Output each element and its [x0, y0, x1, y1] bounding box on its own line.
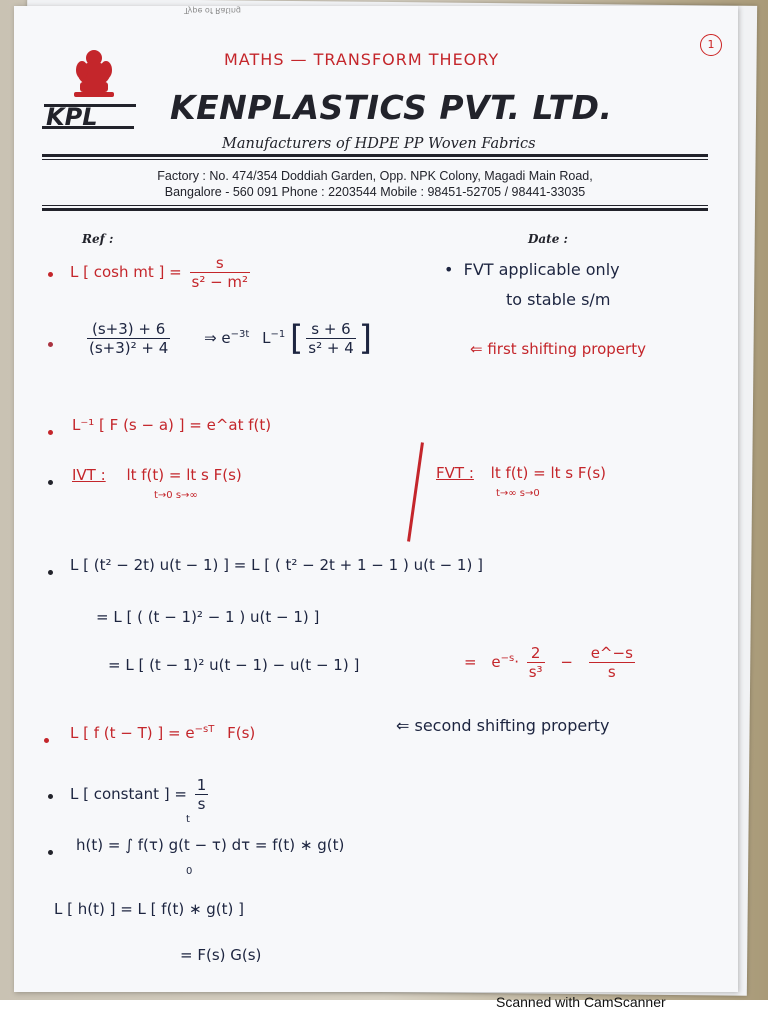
shift-denominator: (s+3)² + 4	[89, 339, 169, 357]
answer-num1: 2	[530, 644, 541, 662]
answer-den1: s³	[528, 663, 543, 681]
unit-step-line1: L [ (t² − 2t) u(t − 1) ] = L [ ( t² − 2t + 1 − 1 ) u(t − 1) ]	[70, 556, 483, 574]
bullet	[44, 738, 49, 743]
shift-linv-exp: −1	[270, 329, 286, 340]
inverse-shift-formula: L⁻¹ [ F (s − a) ] = e^at f(t)	[72, 416, 272, 434]
ref-label: Ref :	[82, 232, 114, 246]
fvt-limits: t→∞ s→0	[496, 488, 540, 499]
bracket-open: [	[290, 318, 304, 359]
cosh-numerator: s	[215, 254, 224, 272]
fvt-statement	[436, 464, 606, 482]
unit-step-line2: = L [ ( (t − 1)² − 1 ) u(t − 1) ]	[96, 608, 320, 626]
shift-inner-numerator: s + 6	[311, 320, 351, 338]
bullet	[48, 480, 53, 485]
answer-equals: =	[464, 653, 477, 671]
header-rule-top-thin	[42, 159, 708, 160]
answer-num2: e^−s	[590, 644, 633, 662]
fvt-formula: lt f(t) = lt s F(s)	[490, 464, 606, 482]
subject-heading: MATHS — TRANSFORM THEORY	[224, 50, 500, 69]
first-shift-label: ⇐ first shifting property	[470, 340, 646, 358]
integral-upper-limit: t	[186, 814, 190, 825]
fvt-label: FVT :	[436, 464, 474, 482]
scanner-watermark: Scanned with CamScanner	[496, 994, 666, 1010]
convolution-result: = F(s) G(s)	[180, 946, 262, 964]
constant-lhs: L [ constant ] =	[70, 785, 187, 803]
shift-inner-fraction	[306, 320, 355, 357]
second-shift-rhs: F(s)	[227, 724, 256, 742]
company-name: KENPLASTICS PVT. LTD.	[170, 88, 613, 127]
answer-den2: s	[589, 662, 635, 681]
constant-den: s	[195, 794, 209, 813]
date-label: Date :	[528, 232, 568, 246]
separator-stroke	[407, 442, 424, 541]
second-shift-label: ⇐ second shifting property	[396, 716, 610, 735]
page-number: 1	[700, 34, 722, 56]
constant-fraction	[195, 776, 209, 813]
shift-linv: L	[262, 329, 271, 347]
ivt-limits: t→0 s→∞	[154, 490, 198, 501]
bullet	[48, 850, 53, 855]
factory-address: Factory : No. 474/354 Doddiah Garden, Opp. NPK Colony, Magadi Main Road,	[157, 169, 593, 183]
header-rule-bottom	[42, 208, 708, 211]
bullet	[48, 570, 53, 575]
top-edge-text: Type of Rating	[184, 6, 241, 15]
second-shift-formula	[70, 724, 255, 742]
fvt-note-line1: • FVT applicable only	[444, 260, 620, 279]
integral-lower-limit: 0	[186, 866, 193, 877]
cosh-denominator: s² − m²	[191, 273, 249, 291]
company-tagline: Manufacturers of HDPE PP Woven Fabrics	[222, 136, 536, 152]
bracket-close: ]	[358, 318, 373, 359]
ivt-label: IVT :	[72, 466, 106, 484]
shift-arrow: ⇒ e	[204, 329, 231, 347]
contact-line: Bangalore - 560 091 Phone : 2203544 Mobile : 98451-52705 / 98441-33035	[164, 185, 586, 199]
answer-minus: −	[560, 653, 573, 671]
fvt-note-text1: FVT applicable only	[463, 260, 620, 279]
ivt-formula: lt f(t) = lt s F(s)	[126, 466, 242, 484]
shift-fraction	[87, 320, 170, 357]
answer-fraction1	[527, 644, 545, 681]
unit-step-line3: = L [ (t − 1)² u(t − 1) − u(t − 1) ]	[108, 656, 360, 674]
header-rule-bottom-thin	[42, 205, 708, 206]
bullet	[48, 430, 53, 435]
constant-num: 1	[196, 776, 207, 794]
fvt-note-line2: to stable s/m	[506, 290, 611, 309]
answer-e1: e	[491, 653, 501, 671]
shift-numerator: (s+3) + 6	[92, 320, 166, 338]
bullet	[48, 342, 53, 347]
answer-fraction2	[589, 644, 635, 681]
convolution-definition: h(t) = ∫ f(τ) g(t − τ) dτ = f(t) ∗ g(t)	[76, 836, 345, 854]
bullet	[48, 794, 53, 799]
second-shift-exponent: −sT	[194, 724, 215, 735]
cosh-formula	[70, 254, 253, 291]
shift-inner-denominator: s² + 4	[308, 339, 354, 357]
cosh-fraction	[190, 254, 251, 291]
ivt-statement	[72, 466, 242, 484]
bullet	[48, 272, 53, 277]
answer-exp1: −s	[500, 653, 515, 664]
first-shift-formula	[84, 320, 372, 357]
letterhead-sheet	[14, 6, 738, 992]
header-rule-top	[42, 154, 708, 157]
logo-text: KPL	[46, 103, 98, 131]
kpl-logo	[42, 44, 138, 134]
cosh-lhs: L [ cosh mt ] =	[70, 263, 182, 281]
unit-step-answer: = $e^{-s}\cdot$ $\frac{2}{\text{s³}}$ − $\frac{e\^{}-s}{s}$	[464, 644, 633, 681]
second-shift-lhs: L [ f (t − T) ] = e	[70, 724, 195, 742]
constant-formula	[70, 776, 211, 813]
convolution-transform: L [ h(t) ] = L [ f(t) ∗ g(t) ]	[54, 900, 245, 918]
shift-exponent: −3t	[230, 329, 250, 340]
